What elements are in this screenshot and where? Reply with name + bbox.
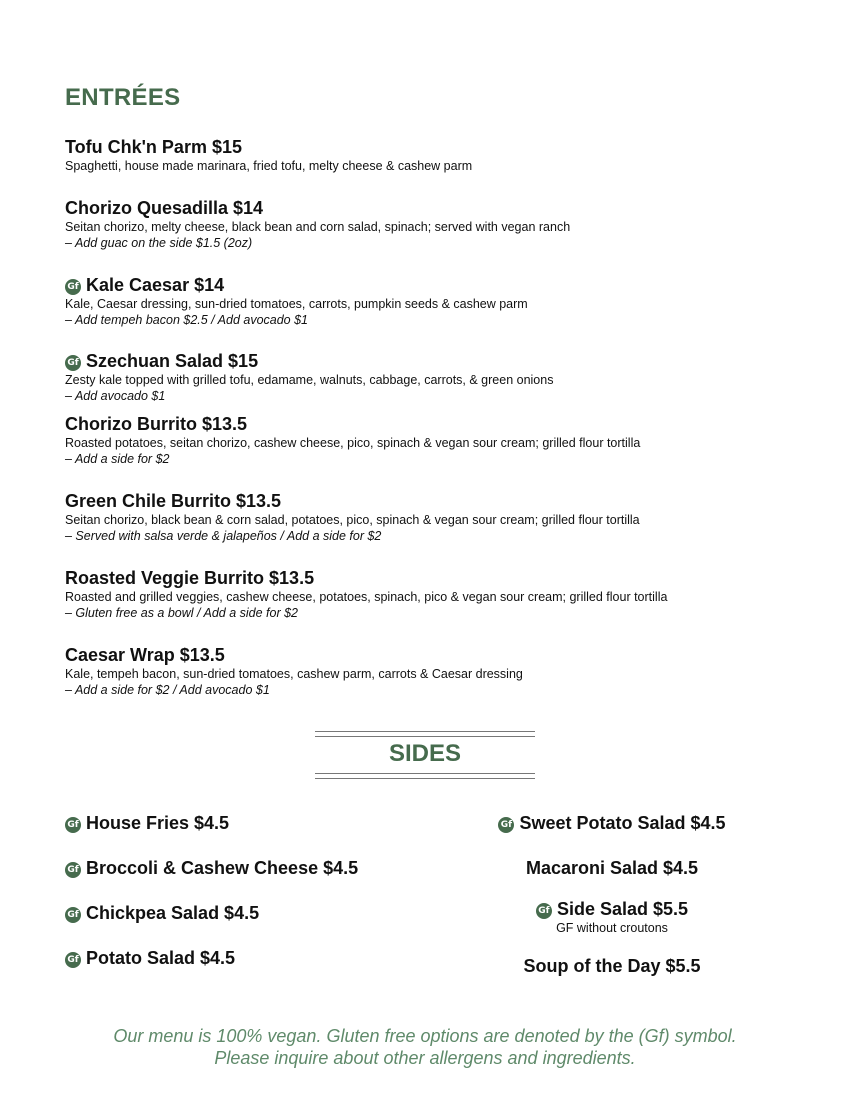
entree-note: – Gluten free as a bowl / Add a side for $2 <box>65 606 299 620</box>
entrees-heading: ENTRÉES <box>65 84 181 111</box>
entree-name: Green Chile Burrito $13.5 <box>65 491 282 511</box>
gf-icon: Gf <box>65 862 81 878</box>
menu-footer <box>0 1025 850 1069</box>
entree-description: Roasted and grilled veggies, cashew cheese, potatoes, spinach, pico & vegan sour cream; grilled flour tortilla <box>65 590 668 604</box>
entree-name: Caesar Wrap $13.5 <box>65 645 225 665</box>
entree-item <box>65 490 805 544</box>
entree-item <box>65 136 805 174</box>
entree-note: – Add tempeh bacon $2.5 / Add avocado $1 <box>65 313 309 327</box>
entree-item <box>65 644 805 698</box>
entree-item <box>65 413 805 467</box>
entree-name: Gf Szechuan Salad $15 <box>65 350 805 372</box>
gf-icon: Gf <box>498 817 514 833</box>
side-item: Gf Chickpea Salad $4.5 <box>65 902 259 924</box>
entree-item <box>65 274 805 328</box>
sides-heading: SIDES <box>388 740 462 767</box>
side-note: GF without croutons <box>556 921 668 935</box>
footer-line: Our menu is 100% vegan. Gluten free options are denoted by the (Gf) symbol. <box>113 1026 737 1046</box>
entree-item <box>65 350 805 404</box>
entree-description: Roasted potatoes, seitan chorizo, cashew cheese, pico, spinach & vegan sour cream; grilled flour tortilla <box>65 436 641 450</box>
entree-name: Chorizo Burrito $13.5 <box>65 414 248 434</box>
entree-name: Tofu Chk'n Parm $15 <box>65 137 242 157</box>
side-item: Gf House Fries $4.5 <box>65 812 229 834</box>
entree-description: Seitan chorizo, black bean & corn salad, potatoes, pico, spinach & vegan sour cream; grilled flour tortilla <box>65 513 640 527</box>
side-item: Gf Side Salad $5.5 <box>482 898 742 920</box>
entree-name: Roasted Veggie Burrito $13.5 <box>65 568 315 588</box>
gf-icon: Gf <box>65 279 81 295</box>
footer-line: Please inquire about other allergens and ingredients. <box>214 1048 636 1068</box>
entree-note: – Add avocado $1 <box>65 389 166 403</box>
entree-description: Kale, tempeh bacon, sun-dried tomatoes, cashew parm, carrots & Caesar dressing <box>65 667 523 681</box>
gf-icon: Gf <box>65 817 81 833</box>
entree-description: Seitan chorizo, melty cheese, black bean and corn salad, spinach; served with vegan ranch <box>65 220 571 234</box>
entree-description: Kale, Caesar dressing, sun-dried tomatoes, carrots, pumpkin seeds & cashew parm <box>65 297 528 311</box>
entree-note: – Add a side for $2 <box>65 452 170 466</box>
sides-bottom-rule <box>315 773 535 779</box>
gf-icon: Gf <box>65 907 81 923</box>
entree-item <box>65 197 805 251</box>
entree-note: – Add guac on the side $1.5 (2oz) <box>65 236 253 250</box>
side-item: Soup of the Day $5.5 <box>523 956 701 976</box>
entree-name: Chorizo Quesadilla $14 <box>65 198 264 218</box>
side-item: Gf Potato Salad $4.5 <box>65 947 235 969</box>
entree-item <box>65 567 805 621</box>
gf-icon: Gf <box>65 355 81 371</box>
side-item: Gf Broccoli & Cashew Cheese $4.5 <box>65 857 358 879</box>
entree-description: Spaghetti, house made marinara, fried tofu, melty cheese & cashew parm <box>65 159 473 173</box>
entree-note: – Add a side for $2 / Add avocado $1 <box>65 683 270 697</box>
entree-name: Gf Kale Caesar $14 <box>65 274 805 296</box>
gf-icon: Gf <box>65 952 81 968</box>
entree-note: – Served with salsa verde & jalapeños / Add a side for $2 <box>65 529 382 543</box>
sides-top-rule <box>315 731 535 737</box>
gf-icon: Gf <box>536 903 552 919</box>
entree-description: Zesty kale topped with grilled tofu, edamame, walnuts, cabbage, carrots, & green onions <box>65 373 554 387</box>
side-item: Gf Sweet Potato Salad $4.5 <box>482 812 742 834</box>
side-item: Macaroni Salad $4.5 <box>525 858 699 878</box>
